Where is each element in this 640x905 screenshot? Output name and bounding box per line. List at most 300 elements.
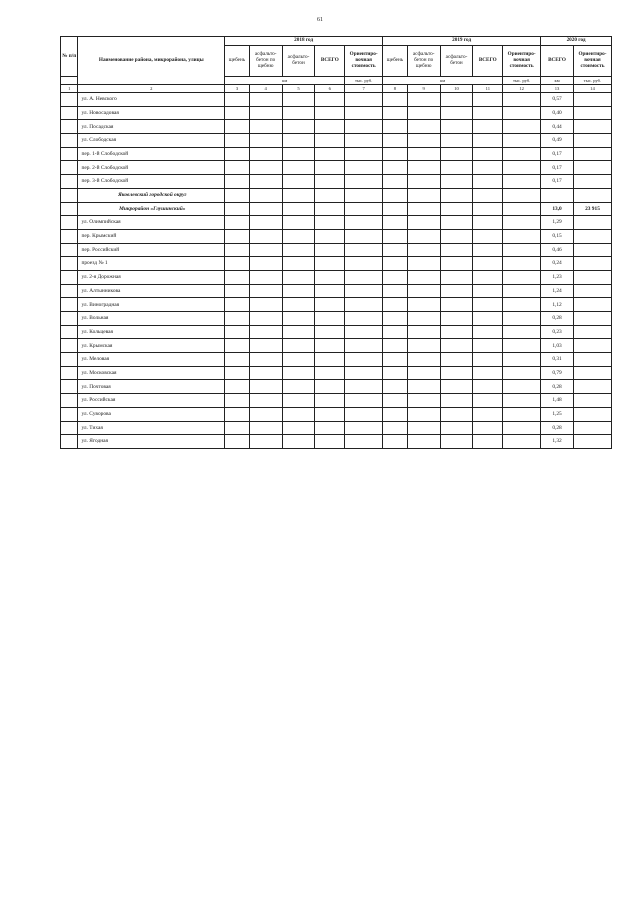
- cost-2020-cell: [573, 188, 611, 202]
- empty-cell: [345, 93, 383, 107]
- empty-cell: [249, 366, 282, 380]
- empty-cell: [345, 421, 383, 435]
- empty-cell: [473, 257, 503, 271]
- empty-cell: [345, 147, 383, 161]
- header-unit-blank: [61, 77, 78, 85]
- empty-cell: [225, 188, 250, 202]
- empty-cell: [503, 257, 541, 271]
- column-number: 12: [503, 85, 541, 93]
- empty-cell: [249, 106, 282, 120]
- row-number-cell: [61, 284, 78, 298]
- total-2020-cell: 0,23: [541, 325, 574, 339]
- table-row: [61, 147, 612, 161]
- empty-cell: [440, 421, 473, 435]
- empty-cell: [345, 243, 383, 257]
- empty-cell: [407, 325, 440, 339]
- header-year-2019: 2019 год: [383, 37, 541, 46]
- empty-cell: [503, 312, 541, 326]
- empty-cell: [345, 216, 383, 230]
- empty-cell: [315, 421, 345, 435]
- empty-cell: [473, 161, 503, 175]
- street-name-cell: ул. Московская: [78, 366, 225, 380]
- empty-cell: [282, 325, 315, 339]
- empty-cell: [315, 175, 345, 189]
- cost-2020-cell: [573, 93, 611, 107]
- row-number-cell: [61, 407, 78, 421]
- header-2018-asphalt: асфальто-бетон: [282, 46, 315, 77]
- table-row: [61, 216, 612, 230]
- table-row: [61, 270, 612, 284]
- empty-cell: [473, 270, 503, 284]
- street-name-cell: ул. Виноградная: [78, 298, 225, 312]
- street-name-cell: ул. Меловая: [78, 353, 225, 367]
- empty-cell: [282, 216, 315, 230]
- empty-cell: [345, 380, 383, 394]
- empty-cell: [315, 394, 345, 408]
- total-2020-cell: 0,46: [541, 243, 574, 257]
- table-row: [61, 243, 612, 257]
- header-unit-km-2018: км: [225, 77, 345, 85]
- empty-cell: [282, 353, 315, 367]
- empty-cell: [503, 93, 541, 107]
- empty-cell: [315, 407, 345, 421]
- empty-cell: [440, 298, 473, 312]
- empty-cell: [383, 353, 408, 367]
- total-2020-cell: 0,17: [541, 161, 574, 175]
- column-number: 6: [315, 85, 345, 93]
- empty-cell: [383, 284, 408, 298]
- total-2020-cell: 0,79: [541, 366, 574, 380]
- empty-cell: [473, 106, 503, 120]
- row-number-cell: [61, 380, 78, 394]
- empty-cell: [345, 134, 383, 148]
- column-number: 3: [225, 85, 250, 93]
- empty-cell: [345, 257, 383, 271]
- column-number: 1: [61, 85, 78, 93]
- empty-cell: [383, 120, 408, 134]
- cost-2020-cell: [573, 312, 611, 326]
- empty-cell: [225, 106, 250, 120]
- empty-cell: [282, 394, 315, 408]
- column-number: 10: [440, 85, 473, 93]
- row-number-cell: [61, 270, 78, 284]
- total-2020-cell: 0,49: [541, 134, 574, 148]
- column-number: 5: [282, 85, 315, 93]
- row-number-cell: [61, 353, 78, 367]
- empty-cell: [249, 175, 282, 189]
- empty-cell: [440, 134, 473, 148]
- empty-cell: [345, 353, 383, 367]
- total-2020-cell: 0,40: [541, 106, 574, 120]
- empty-cell: [503, 216, 541, 230]
- empty-cell: [225, 270, 250, 284]
- empty-cell: [282, 257, 315, 271]
- empty-cell: [345, 229, 383, 243]
- empty-cell: [407, 407, 440, 421]
- total-2020-cell: 1,03: [541, 339, 574, 353]
- empty-cell: [225, 202, 250, 216]
- empty-cell: [249, 216, 282, 230]
- empty-cell: [282, 284, 315, 298]
- section-row: [61, 202, 612, 216]
- table-row: [61, 229, 612, 243]
- cost-2020-cell: [573, 421, 611, 435]
- empty-cell: [383, 134, 408, 148]
- total-2020-cell: 0,28: [541, 421, 574, 435]
- empty-cell: [282, 202, 315, 216]
- empty-cell: [503, 298, 541, 312]
- column-number: 8: [383, 85, 408, 93]
- empty-cell: [282, 339, 315, 353]
- total-2020-cell: 0,17: [541, 147, 574, 161]
- row-number-cell: [61, 188, 78, 202]
- empty-cell: [315, 106, 345, 120]
- table-row: [61, 106, 612, 120]
- empty-cell: [225, 93, 250, 107]
- row-number-cell: [61, 93, 78, 107]
- empty-cell: [383, 175, 408, 189]
- cost-2020-cell: [573, 339, 611, 353]
- empty-cell: [473, 421, 503, 435]
- empty-cell: [440, 93, 473, 107]
- header-year-2018: 2018 год: [225, 37, 383, 46]
- cost-2020-cell: [573, 298, 611, 312]
- empty-cell: [225, 243, 250, 257]
- empty-cell: [225, 394, 250, 408]
- empty-cell: [473, 284, 503, 298]
- empty-cell: [383, 325, 408, 339]
- street-name-cell: ул. Новосадовая: [78, 106, 225, 120]
- empty-cell: [249, 161, 282, 175]
- total-2020-cell: 1,48: [541, 394, 574, 408]
- column-number: 14: [573, 85, 611, 93]
- empty-cell: [315, 312, 345, 326]
- header-2020-total: ВСЕГО: [541, 46, 574, 77]
- empty-cell: [282, 188, 315, 202]
- row-number-cell: [61, 421, 78, 435]
- empty-cell: [225, 284, 250, 298]
- empty-cell: [249, 353, 282, 367]
- empty-cell: [473, 243, 503, 257]
- empty-cell: [407, 188, 440, 202]
- row-number-cell: [61, 202, 78, 216]
- street-name-cell: ул. Российская: [78, 394, 225, 408]
- cost-2020-cell: [573, 366, 611, 380]
- empty-cell: [440, 257, 473, 271]
- empty-cell: [345, 202, 383, 216]
- cost-2020-cell: [573, 407, 611, 421]
- empty-cell: [407, 93, 440, 107]
- row-number-cell: [61, 161, 78, 175]
- empty-cell: [345, 270, 383, 284]
- empty-cell: [383, 188, 408, 202]
- cost-2020-cell: [573, 270, 611, 284]
- empty-cell: [407, 243, 440, 257]
- empty-cell: [383, 394, 408, 408]
- empty-cell: [282, 407, 315, 421]
- empty-cell: [225, 312, 250, 326]
- empty-cell: [225, 380, 250, 394]
- empty-cell: [225, 147, 250, 161]
- empty-cell: [503, 229, 541, 243]
- empty-cell: [315, 257, 345, 271]
- header-2018-total: ВСЕГО: [315, 46, 345, 77]
- cost-2020-cell: [573, 284, 611, 298]
- empty-cell: [440, 312, 473, 326]
- empty-cell: [383, 147, 408, 161]
- empty-cell: [225, 120, 250, 134]
- total-2020-cell: 1,32: [541, 435, 574, 449]
- empty-cell: [440, 394, 473, 408]
- empty-cell: [345, 120, 383, 134]
- street-name-cell: пер. 2-й Слободской: [78, 161, 225, 175]
- empty-cell: [407, 120, 440, 134]
- street-name-cell: ул. 2-я Дорожная: [78, 270, 225, 284]
- street-name-cell: пер. Крымский: [78, 229, 225, 243]
- empty-cell: [282, 366, 315, 380]
- table-row: [61, 325, 612, 339]
- empty-cell: [315, 325, 345, 339]
- empty-cell: [503, 284, 541, 298]
- total-2020-cell: 0,28: [541, 312, 574, 326]
- empty-cell: [282, 243, 315, 257]
- empty-cell: [249, 229, 282, 243]
- empty-cell: [473, 312, 503, 326]
- total-2020-cell: 1,23: [541, 270, 574, 284]
- street-name-cell: ул. Олимпийская: [78, 216, 225, 230]
- total-2020-cell: 0,24: [541, 257, 574, 271]
- empty-cell: [282, 106, 315, 120]
- row-number-cell: [61, 325, 78, 339]
- header-2018-asphalt-on-gravel: асфальто-бетон по щебню: [249, 46, 282, 77]
- empty-cell: [440, 161, 473, 175]
- empty-cell: [473, 366, 503, 380]
- total-2020-cell: 1,25: [541, 407, 574, 421]
- empty-cell: [249, 257, 282, 271]
- empty-cell: [225, 435, 250, 449]
- empty-cell: [345, 339, 383, 353]
- page-number: 61: [317, 17, 323, 23]
- table-row: [61, 407, 612, 421]
- empty-cell: [503, 202, 541, 216]
- empty-cell: [225, 421, 250, 435]
- empty-cell: [225, 407, 250, 421]
- total-2020-cell: 0,28: [541, 380, 574, 394]
- empty-cell: [225, 298, 250, 312]
- empty-cell: [225, 339, 250, 353]
- cost-2020-cell: [573, 380, 611, 394]
- street-name-cell: Микрорайон «Глушинский»: [78, 202, 225, 216]
- empty-cell: [383, 216, 408, 230]
- empty-cell: [473, 216, 503, 230]
- header-name: Наименование района, микрорайона, улицы: [78, 37, 225, 85]
- empty-cell: [503, 188, 541, 202]
- empty-cell: [383, 229, 408, 243]
- street-name-cell: ул. Тихая: [78, 421, 225, 435]
- empty-cell: [315, 216, 345, 230]
- empty-cell: [225, 353, 250, 367]
- total-2020-cell: 0,15: [541, 229, 574, 243]
- empty-cell: [473, 407, 503, 421]
- header-2018-gravel: щебень: [225, 46, 250, 77]
- street-name-cell: ул. Кольцевая: [78, 325, 225, 339]
- empty-cell: [407, 147, 440, 161]
- table-row: [61, 120, 612, 134]
- total-2020-cell: 0,17: [541, 175, 574, 189]
- empty-cell: [407, 380, 440, 394]
- empty-cell: [473, 188, 503, 202]
- empty-cell: [440, 175, 473, 189]
- empty-cell: [440, 325, 473, 339]
- cost-2020-cell: 23 915: [573, 202, 611, 216]
- empty-cell: [473, 175, 503, 189]
- empty-cell: [282, 175, 315, 189]
- street-name-cell: ул. А. Невского: [78, 93, 225, 107]
- empty-cell: [440, 353, 473, 367]
- street-name-cell: пер. 1-й Слободской: [78, 147, 225, 161]
- empty-cell: [440, 120, 473, 134]
- empty-cell: [315, 134, 345, 148]
- cost-2020-cell: [573, 120, 611, 134]
- empty-cell: [440, 407, 473, 421]
- empty-cell: [440, 380, 473, 394]
- empty-cell: [503, 339, 541, 353]
- table-row: [61, 298, 612, 312]
- street-name-cell: пер. Российский: [78, 243, 225, 257]
- street-name-cell: ул. Ягодная: [78, 435, 225, 449]
- cost-2020-cell: [573, 134, 611, 148]
- total-2020-cell: 0,31: [541, 353, 574, 367]
- empty-cell: [407, 339, 440, 353]
- empty-cell: [315, 380, 345, 394]
- empty-cell: [407, 435, 440, 449]
- empty-cell: [503, 243, 541, 257]
- empty-cell: [282, 147, 315, 161]
- table-row: [61, 421, 612, 435]
- row-number-cell: [61, 120, 78, 134]
- empty-cell: [345, 325, 383, 339]
- empty-cell: [345, 435, 383, 449]
- row-number-cell: [61, 147, 78, 161]
- empty-cell: [407, 134, 440, 148]
- cost-2020-cell: [573, 216, 611, 230]
- table-row: [61, 257, 612, 271]
- empty-cell: [315, 161, 345, 175]
- row-number-cell: [61, 435, 78, 449]
- empty-cell: [225, 366, 250, 380]
- row-number-cell: [61, 229, 78, 243]
- empty-cell: [225, 257, 250, 271]
- empty-cell: [407, 298, 440, 312]
- empty-cell: [315, 188, 345, 202]
- empty-cell: [282, 93, 315, 107]
- empty-cell: [249, 202, 282, 216]
- table-row: [61, 380, 612, 394]
- total-2020-cell: 0,57: [541, 93, 574, 107]
- table-row: [61, 339, 612, 353]
- total-2020-cell: 1,24: [541, 284, 574, 298]
- empty-cell: [383, 93, 408, 107]
- empty-cell: [345, 161, 383, 175]
- empty-cell: [407, 366, 440, 380]
- empty-cell: [440, 339, 473, 353]
- empty-cell: [407, 216, 440, 230]
- empty-cell: [315, 435, 345, 449]
- empty-cell: [503, 353, 541, 367]
- header-unit-rub-2019: тыс. руб.: [503, 77, 541, 85]
- empty-cell: [345, 106, 383, 120]
- street-name-cell: ул. Слободская: [78, 134, 225, 148]
- empty-cell: [503, 421, 541, 435]
- header-2018-cost: Ориентиро-вочная стоимость: [345, 46, 383, 77]
- street-name-cell: ул. Вольная: [78, 312, 225, 326]
- street-name-cell: ул. Суворова: [78, 407, 225, 421]
- empty-cell: [383, 435, 408, 449]
- empty-cell: [315, 120, 345, 134]
- empty-cell: [249, 298, 282, 312]
- empty-cell: [282, 229, 315, 243]
- empty-cell: [282, 120, 315, 134]
- header-unit-rub-2018: тыс. руб.: [345, 77, 383, 85]
- total-2020-cell: 0,44: [541, 120, 574, 134]
- empty-cell: [503, 175, 541, 189]
- cost-2020-cell: [573, 161, 611, 175]
- empty-cell: [282, 298, 315, 312]
- row-number-cell: [61, 134, 78, 148]
- table-row: [61, 435, 612, 449]
- table-row: [61, 353, 612, 367]
- empty-cell: [315, 93, 345, 107]
- empty-cell: [249, 325, 282, 339]
- empty-cell: [473, 325, 503, 339]
- empty-cell: [225, 161, 250, 175]
- empty-cell: [225, 229, 250, 243]
- empty-cell: [225, 134, 250, 148]
- street-name-cell: ул. Посадская: [78, 120, 225, 134]
- cost-2020-cell: [573, 353, 611, 367]
- empty-cell: [440, 366, 473, 380]
- empty-cell: [503, 161, 541, 175]
- row-number-cell: [61, 298, 78, 312]
- empty-cell: [473, 202, 503, 216]
- empty-cell: [503, 134, 541, 148]
- column-number: 9: [407, 85, 440, 93]
- street-name-cell: Яковлевский городской округ: [78, 188, 225, 202]
- empty-cell: [440, 229, 473, 243]
- empty-cell: [503, 147, 541, 161]
- empty-cell: [440, 202, 473, 216]
- empty-cell: [407, 257, 440, 271]
- empty-cell: [282, 134, 315, 148]
- empty-cell: [383, 270, 408, 284]
- header-2019-asphalt: асфальто-бетон: [440, 46, 473, 77]
- empty-cell: [249, 243, 282, 257]
- empty-cell: [282, 312, 315, 326]
- empty-cell: [249, 312, 282, 326]
- row-number-cell: [61, 175, 78, 189]
- empty-cell: [315, 366, 345, 380]
- empty-cell: [282, 421, 315, 435]
- empty-cell: [473, 120, 503, 134]
- empty-cell: [473, 147, 503, 161]
- cost-2020-cell: [573, 257, 611, 271]
- empty-cell: [407, 161, 440, 175]
- empty-cell: [249, 120, 282, 134]
- empty-cell: [383, 298, 408, 312]
- empty-cell: [249, 147, 282, 161]
- empty-cell: [407, 353, 440, 367]
- row-number-cell: [61, 243, 78, 257]
